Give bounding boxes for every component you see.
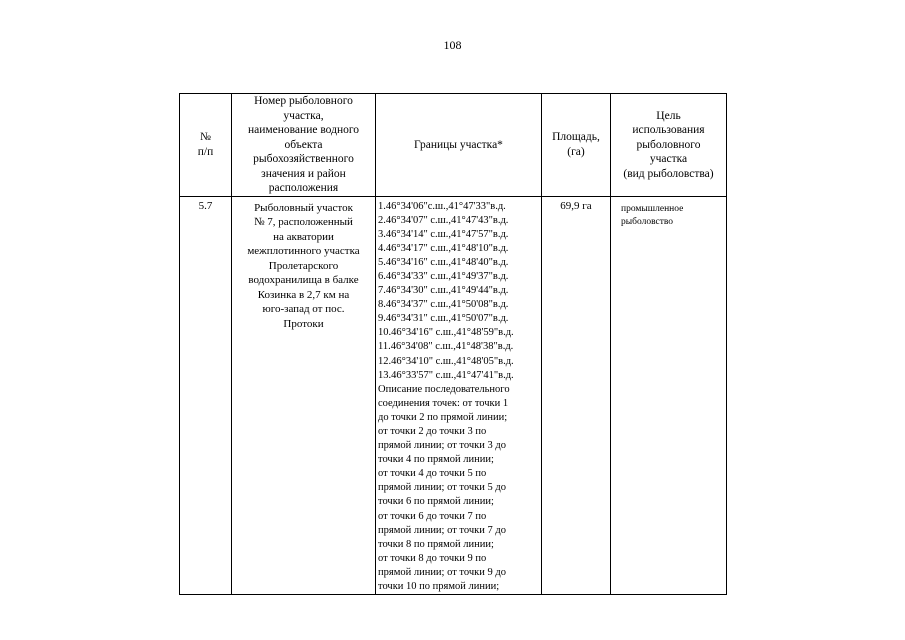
header-purpose: Цель использования рыболовного участка (вид рыболовства) xyxy=(611,94,727,197)
boundary-line: от точки 2 до точки 3 по xyxy=(378,426,487,437)
boundary-line: 8.46°34'37" с.ш.,41°50'08"в.д. xyxy=(378,299,509,311)
boundary-line: от точки 6 до точки 7 по xyxy=(378,510,487,522)
boundary-line: до точки 2 по прямой линии; xyxy=(378,411,508,423)
boundary-line: 12.46°34'10" с.ш.,41°48'05"в.д. xyxy=(378,355,514,367)
boundary-line: прямой линии; от точки 5 до xyxy=(378,482,506,494)
boundary-line: точки 8 по прямой линии; xyxy=(378,538,494,550)
header-number: № п/п xyxy=(180,94,232,197)
boundary-line: от точки 4 до точки 5 по xyxy=(378,468,487,480)
boundary-line: 3.46°34'14" с.ш.,41°47'57"в.д. xyxy=(378,228,509,240)
boundary-line: 4.46°34'17" с.ш.,41°48'10"в.д. xyxy=(378,242,509,254)
page-number: 108 xyxy=(443,38,462,52)
header-area: Площадь, (га) xyxy=(542,94,611,197)
boundary-line: 10.46°34'16" с.ш.,41°48'59"в.д. xyxy=(378,327,514,339)
boundary-line: точки 4 по прямой линии; xyxy=(378,454,494,466)
boundary-line: прямой линии; от точки 3 до xyxy=(378,440,506,452)
row-boundaries xyxy=(376,196,542,595)
boundary-lines xyxy=(378,200,539,595)
row-area: 69,9 га xyxy=(542,196,611,595)
row-number: 5.7 xyxy=(180,196,232,595)
boundary-line: 7.46°34'30" с.ш.,41°49'44"в.д. xyxy=(378,285,509,297)
boundary-line: 6.46°34'33" с.ш.,41°49'37"в.д. xyxy=(378,270,509,282)
fishing-areas-table xyxy=(179,93,727,595)
boundary-line: Описание последовательного xyxy=(378,383,510,395)
boundary-line: прямой линии; от точки 9 до xyxy=(378,566,506,578)
table-row xyxy=(180,196,727,595)
header-boundaries: Границы участка* xyxy=(376,94,542,197)
boundary-line: от точки 8 до точки 9 по xyxy=(378,552,487,564)
boundary-line: 5.46°34'16" с.ш.,41°48'40"в.д. xyxy=(378,256,509,268)
header-name: Номер рыболовного участка, наименование водного объекта рыбохозяйственного значения и район расположения xyxy=(232,94,376,197)
boundary-line: 9.46°34'31" с.ш.,41°50'07"в.д. xyxy=(378,313,509,325)
boundary-line: 11.46°34'08" с.ш.,41°48'38"в.д. xyxy=(378,341,514,353)
boundary-line: соединения точек: от точки 1 xyxy=(378,397,509,409)
boundary-line: точки 10 по прямой линии; xyxy=(378,581,500,593)
boundary-line: точки 6 по прямой линии; xyxy=(378,496,494,508)
row-purpose: промышленное рыболовство xyxy=(611,196,727,595)
boundary-line: 2.46°34'07" с.ш.,41°47'43"в.д. xyxy=(378,214,509,226)
boundary-line: 13.46°33'57" с.ш.,41°47'41"в.д. xyxy=(378,369,514,381)
boundary-line: прямой линии; от точки 7 до xyxy=(378,524,506,536)
boundary-line: 1.46°34'06"с.ш.,41°47'33"в.д. xyxy=(378,200,506,212)
table-header-row xyxy=(180,94,727,197)
row-name: Рыболовный участок № 7, расположенный на акватории межплотинного участка Пролетарского водохранилища в балке Козинка в 2,7 км на юго-запад от пос. Протоки xyxy=(232,196,376,595)
